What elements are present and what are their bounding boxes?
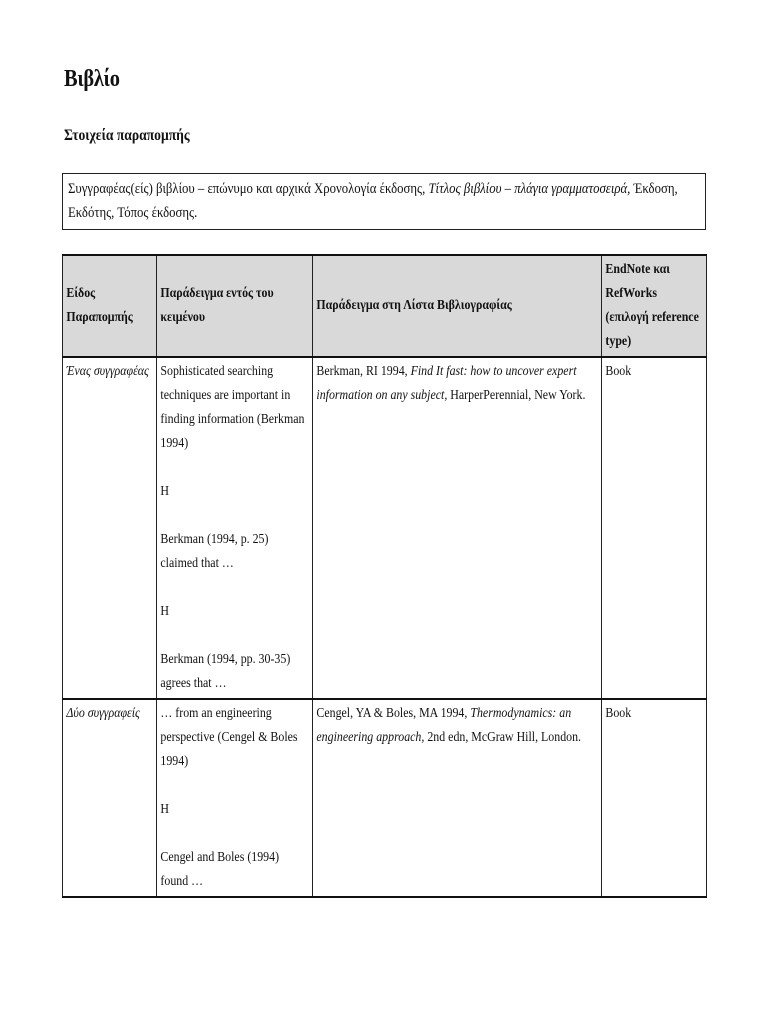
- cell-type: [63, 699, 157, 897]
- header-cell-type: [63, 255, 157, 357]
- citation-format-italic: Τίτλος βιβλίου – πλάγια γραμματοσειρά,: [428, 181, 631, 197]
- bib-title: Find It fast: how to uncover expert information on any subject,: [316, 364, 577, 403]
- in-text-example: Cengel and Boles (1994) found …: [160, 850, 280, 889]
- in-text-examples: [157, 358, 312, 698]
- or-separator: Η: [160, 604, 170, 619]
- cell-type: [63, 357, 157, 699]
- bibliography-entry: [313, 700, 601, 752]
- table-row: [63, 699, 707, 897]
- bib-title: Thermodynamics: an engineering approach,: [316, 706, 572, 745]
- citation-format-text: [68, 177, 697, 225]
- in-text-example: … from an engineering perspective (Cengel & Boles 1994): [160, 706, 298, 769]
- page-title: Βιβλίο: [64, 66, 120, 92]
- or-separator: Η: [160, 802, 170, 817]
- header-cell-in-text: [157, 255, 313, 357]
- cell-reference-type: [602, 357, 707, 699]
- cell-in-text: [157, 699, 313, 897]
- header-reference-type: EndNote και RefWorks (επιλογή reference type): [605, 262, 699, 349]
- citation-format-part1: Συγγραφέας(είς) βιβλίου – επώνυμο και αρχικά Χρονολογία έκδοσης,: [68, 181, 429, 197]
- bib-publisher: HarperPerennial, New York.: [447, 388, 586, 403]
- reference-examples-table: [62, 254, 707, 898]
- bib-authors: Cengel, YA & Boles, MA 1994,: [316, 706, 471, 721]
- row-type: Ένας συγγραφέας: [66, 364, 149, 379]
- in-text-examples: [157, 700, 312, 896]
- row-type: Δύο συγγραφείς: [66, 706, 140, 721]
- cell-bibliography: [313, 357, 602, 699]
- reference-type: Book: [605, 364, 632, 379]
- or-separator: Η: [160, 484, 170, 499]
- table-header-row: [63, 255, 707, 357]
- table-row: [63, 357, 707, 699]
- header-type: Είδος Παραπομπής: [66, 286, 133, 325]
- header-bibliography: Παράδειγμα στη Λίστα Βιβλιογραφίας: [316, 298, 512, 313]
- reference-type: Book: [605, 706, 632, 721]
- in-text-example: Sophisticated searching techniques are important in finding information (Berkman 1994): [160, 364, 305, 451]
- cell-reference-type: [602, 699, 707, 897]
- bib-publisher: 2nd edn, McGraw Hill, London.: [424, 730, 582, 745]
- header-cell-reference-type: [602, 255, 707, 357]
- header-in-text: Παράδειγμα εντός του κειμένου: [160, 286, 274, 325]
- citation-format-box: [62, 173, 706, 230]
- bib-authors: Berkman, RI 1994,: [316, 364, 411, 379]
- in-text-example: Berkman (1994, p. 25) claimed that …: [160, 532, 269, 571]
- cell-in-text: [157, 357, 313, 699]
- header-cell-bibliography: [313, 255, 602, 357]
- bibliography-entry: [313, 358, 601, 410]
- in-text-example: Berkman (1994, pp. 30-35) agrees that …: [160, 652, 291, 691]
- cell-bibliography: [313, 699, 602, 897]
- citation-format-part3: Έκδοση, Εκδότης, Τόπος έκδοσης.: [68, 181, 678, 221]
- section-title: Στοιχεία παραπομπής: [64, 127, 190, 144]
